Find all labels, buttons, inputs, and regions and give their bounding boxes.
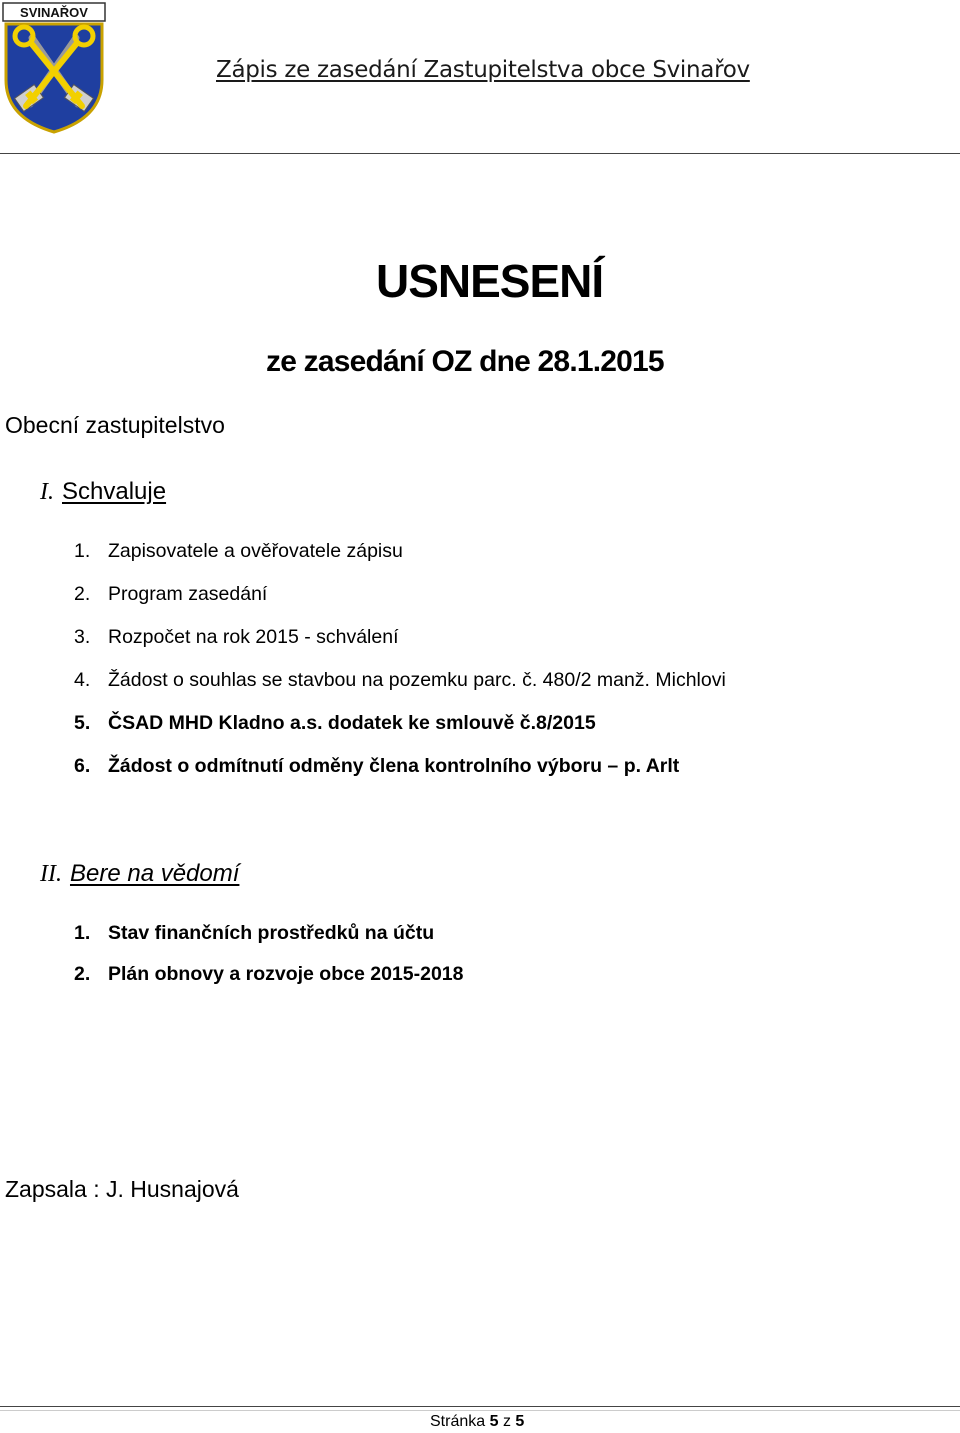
section-heading-acknowledges xyxy=(40,860,239,888)
item-number: 1. xyxy=(74,922,91,944)
svg-text:SVINAŘOV: SVINAŘOV xyxy=(20,5,88,20)
item-text: Stav finančních prostředků na účtu xyxy=(108,922,435,944)
meeting-date-subtitle: ze zasedání OZ dne 28.1.2015 xyxy=(266,345,664,378)
document-header-title: Zápis ze zasedání Zastupitelstva obce Svinařov xyxy=(216,57,750,83)
item-number: 4. xyxy=(74,669,91,691)
item-number: 6. xyxy=(74,755,91,777)
item-number: 3. xyxy=(74,626,91,648)
page-number-footer xyxy=(430,1413,524,1431)
section-numeral: II. xyxy=(40,861,62,887)
item-number: 2. xyxy=(74,583,91,605)
item-text: Žádost o odmítnutí odměny člena kontrolního výboru – p. Arlt xyxy=(108,755,680,777)
item-number: 5. xyxy=(74,712,91,734)
section-title: Schvaluje xyxy=(62,478,167,505)
approved-items-list xyxy=(74,540,726,798)
footer-divider-secondary xyxy=(0,1410,960,1411)
current-page: 5 xyxy=(489,1413,499,1430)
section-numeral: I. xyxy=(40,479,54,505)
council-label: Obecní zastupitelstvo xyxy=(5,412,225,438)
item-text: Program zasedání xyxy=(108,583,268,605)
municipal-crest xyxy=(2,2,106,134)
item-text: ČSAD MHD Kladno a.s. dodatek ke smlouvě č.8/2015 xyxy=(108,712,596,734)
section-title: Bere na vědomí xyxy=(69,860,240,887)
recorded-by: Zapsala : J. Husnajová xyxy=(5,1176,239,1202)
item-text: Žádost o souhlas se stavbou na pozemku parc. č. 480/2 manž. Michlovi xyxy=(108,669,726,691)
footer-divider xyxy=(0,1406,960,1407)
list-item xyxy=(74,963,464,1004)
page-label: Stránka xyxy=(430,1413,486,1430)
item-number: 2. xyxy=(74,963,91,985)
list-item xyxy=(74,922,464,963)
list-item xyxy=(74,669,726,712)
list-item xyxy=(74,755,726,798)
item-number: 1. xyxy=(74,540,91,562)
item-text: Plán obnovy a rozvoje obce 2015-2018 xyxy=(108,963,464,985)
list-item xyxy=(74,583,726,626)
page-of: z xyxy=(502,1413,511,1430)
list-item xyxy=(74,626,726,669)
item-text: Zapisovatele a ověřovatele zápisu xyxy=(108,540,403,562)
item-text: Rozpočet na rok 2015 - schválení xyxy=(108,626,399,648)
list-item xyxy=(74,712,726,755)
acknowledged-items-list xyxy=(74,922,464,1004)
total-pages: 5 xyxy=(515,1413,525,1430)
list-item xyxy=(74,540,726,583)
section-heading-approves xyxy=(40,478,166,506)
header-divider xyxy=(0,153,960,154)
page-title: USNESENÍ xyxy=(376,255,604,307)
